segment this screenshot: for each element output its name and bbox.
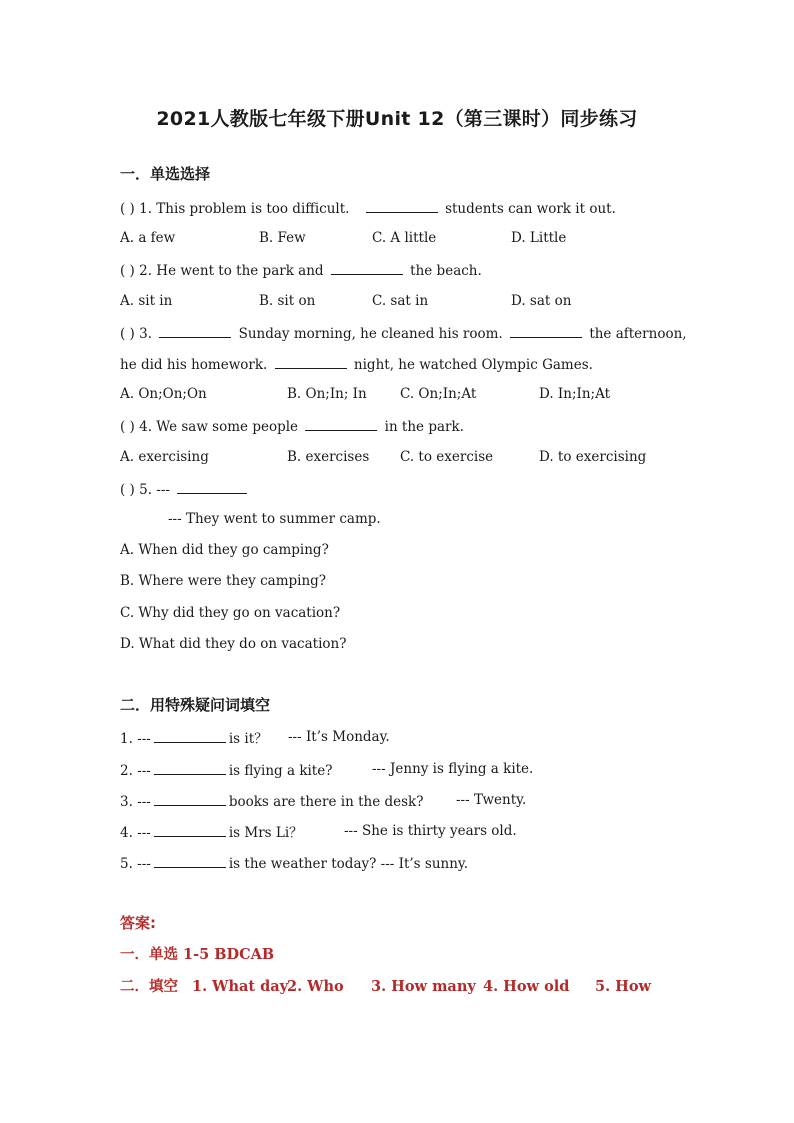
question-text: night, he watched Olympic Games. <box>353 357 593 373</box>
option-a: A. exercising <box>120 449 209 465</box>
answer-blank[interactable] <box>177 479 247 494</box>
option-c: C. On;In;At <box>400 386 477 402</box>
answers-line-1: 一．单选 1-5 BDCAB <box>120 946 275 963</box>
question-3 <box>120 323 687 343</box>
option-b: B. exercises <box>287 449 370 465</box>
option-d: D. sat on <box>511 293 572 309</box>
option-d: D. Little <box>511 230 567 246</box>
option-d: D. In;In;At <box>539 386 611 402</box>
answer-paren[interactable]: ( ) <box>120 419 135 435</box>
answer-blank[interactable] <box>154 728 226 743</box>
question-text: in the park. <box>384 419 464 435</box>
option-b: B. sit on <box>259 293 316 309</box>
item-prefix: 5. --- <box>120 856 151 872</box>
question-5-option-a: A. When did they go camping? <box>120 542 329 558</box>
question-2-options <box>120 292 680 310</box>
fill-item-4 <box>120 822 680 840</box>
question-text: the afternoon, <box>589 326 687 342</box>
question-text: 3. <box>139 326 153 342</box>
question-2 <box>120 260 482 280</box>
answer-item: 4. How old <box>483 978 570 995</box>
answer-blank[interactable] <box>159 323 231 338</box>
option-d: D. to exercising <box>539 449 647 465</box>
question-text: 2. He went to the park and <box>139 263 324 279</box>
item-question: is Mrs Li？ <box>228 825 303 841</box>
answer-item: 2. Who <box>287 978 344 995</box>
answer-blank[interactable] <box>154 791 226 806</box>
answers-label: 答案: <box>120 914 156 932</box>
question-1 <box>120 198 616 218</box>
answers-fill-label: 二．填空 <box>120 978 178 995</box>
fill-item-2 <box>120 760 680 778</box>
section1-heading: 一．单选选择 <box>120 165 211 183</box>
answer-blank[interactable] <box>154 760 226 775</box>
question-text: 4. We saw some people <box>139 419 299 435</box>
question-5-option-c: C. Why did they go on vacation? <box>120 605 341 621</box>
question-3-line2 <box>120 354 593 374</box>
answer-paren[interactable]: ( ) <box>120 263 135 279</box>
option-a: A. On;On;On <box>120 386 207 402</box>
answer-item: 5. How <box>595 978 652 995</box>
question-5 <box>120 479 250 499</box>
item-reply: --- It’s sunny. <box>380 856 469 872</box>
answer-paren[interactable]: ( ) <box>120 482 135 498</box>
question-5-option-d: D. What did they do on vacation? <box>120 636 347 652</box>
question-text: he did his homework. <box>120 357 268 373</box>
fill-item-3 <box>120 791 680 809</box>
answer-blank[interactable] <box>366 198 438 213</box>
item-reply: --- She is thirty years old. <box>344 823 517 839</box>
item-question: is it？ <box>228 731 268 747</box>
item-prefix: 1. --- <box>120 731 151 747</box>
option-b: B. Few <box>259 230 306 246</box>
question-text: students can work it out. <box>445 201 616 217</box>
question-3-options <box>120 385 680 403</box>
answer-item: 3. How many <box>371 978 476 995</box>
option-c: C. sat in <box>372 293 429 309</box>
answer-paren[interactable]: ( ) <box>120 326 135 342</box>
answer-blank[interactable] <box>510 323 582 338</box>
answer-blank[interactable] <box>154 822 226 837</box>
option-c: C. to exercise <box>400 449 494 465</box>
section2-heading: 二．用特殊疑问词填空 <box>120 696 271 714</box>
item-prefix: 2. --- <box>120 763 151 779</box>
answer-paren[interactable]: ( ) <box>120 201 135 217</box>
answers-line-2 <box>120 978 680 996</box>
answer-item: 1. What day <box>192 978 289 995</box>
item-reply: --- It’s Monday. <box>288 729 390 745</box>
answer-blank[interactable] <box>275 354 347 369</box>
question-text: the beach. <box>410 263 482 279</box>
item-prefix: 3. --- <box>120 794 151 810</box>
answer-blank[interactable] <box>305 416 377 431</box>
option-c: C. A little <box>372 230 437 246</box>
question-text: 5. --- <box>139 482 170 498</box>
answer-blank[interactable] <box>154 853 226 868</box>
page-title: 2021人教版七年级下册Unit 12（第三课时）同步练习 <box>156 108 638 130</box>
item-reply: --- Jenny is flying a kite. <box>372 761 534 777</box>
question-text: 1. This problem is too difficult. <box>139 201 350 217</box>
fill-item-1 <box>120 728 680 746</box>
item-reply: --- Twenty. <box>456 792 527 808</box>
item-question: is the weather today? <box>228 856 377 872</box>
question-1-options <box>120 229 680 247</box>
option-a: A. sit in <box>120 293 173 309</box>
item-question: is flying a kite? <box>228 763 333 779</box>
item-question: books are there in the desk? <box>228 794 424 810</box>
question-text: Sunday morning, he cleaned his room. <box>238 326 503 342</box>
fill-item-5 <box>120 853 680 871</box>
question-5-reply: --- They went to summer camp. <box>168 511 381 527</box>
answer-blank[interactable] <box>331 260 403 275</box>
question-4-options <box>120 448 680 466</box>
question-5-option-b: B. Where were they camping? <box>120 573 327 589</box>
option-a: A. a few <box>120 230 176 246</box>
question-4 <box>120 416 464 436</box>
item-prefix: 4. --- <box>120 825 151 841</box>
option-b: B. On;In; In <box>287 386 367 402</box>
